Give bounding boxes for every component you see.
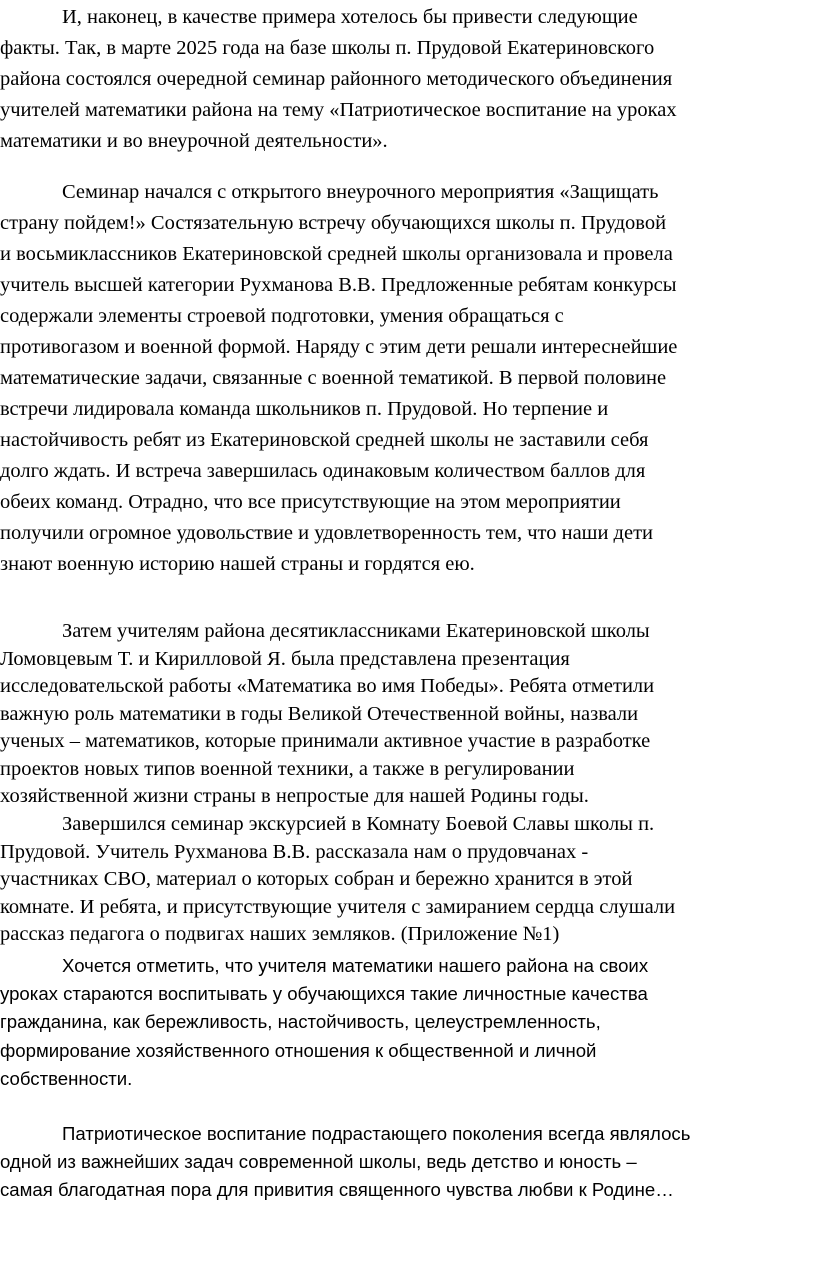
text-line: собственности. [0, 1067, 133, 1089]
paragraph-seminar-event [0, 177, 816, 580]
text-line: Завершился семинар экскурсией в Комнату Боевой Славы школы п. [62, 813, 655, 835]
text-line: самая благодатная пора для привития священного чувства любви к Родине… [0, 1179, 674, 1201]
text-line: учителей математики района на тему «Патриотическое воспитание на уроках [0, 99, 677, 121]
text-line: формирование хозяйственного отношения к общественной и личной [0, 1039, 597, 1061]
text-line: обеих команд. Отрадно, что все присутствующие на этом мероприятии [0, 491, 621, 513]
text-line: ученых – математиков, которые принимали активное участие в разработке [0, 730, 651, 752]
text-line: долго ждать. И встреча завершилась одинаковым количеством баллов для [0, 460, 646, 482]
text-line: встречи лидировала команда школьников п. Прудовой. Но терпение и [0, 398, 609, 420]
text-line: знают военную историю нашей страны и гордятся ею. [0, 553, 475, 575]
text-line: факты. Так, в марте 2025 года на базе школы п. Прудовой Екатериновского [0, 37, 655, 59]
paragraph-qualities [0, 952, 816, 1093]
text-line: района состоялся очередной семинар районного методического объединения [0, 68, 673, 90]
text-line: важную роль математики в годы Великой Отечественной войны, назвали [0, 702, 639, 725]
text-line: страну пойдем!» Состязательную встречу обучающихся школы п. Прудовой [0, 212, 667, 234]
paragraph-excursion [0, 811, 816, 949]
text-line: Ломовцевым Т. и Кирилловой Я. была представлена презентация [0, 647, 570, 670]
text-line: математические задачи, связанные с военной тематикой. В первой половине [0, 367, 667, 389]
text-line: Прудовой. Учитель Рухманова В.В. рассказала нам о прудовчанах - [0, 840, 589, 863]
text-line: математики и во внеурочной деятельности». [0, 130, 388, 152]
text-line: и восьмиклассников Екатериновской средней школы организовала и провела [0, 243, 673, 265]
text-line: одной из важнейших задач современной школы, ведь детство и юность – [0, 1151, 637, 1173]
text-line: Хочется отметить, что учителя математики нашего района на своих [62, 955, 649, 976]
text-line: хозяйственной жизни страны в непростые для нашей Родины годы. [0, 785, 589, 807]
paragraph-intro [0, 2, 816, 157]
text-line: содержали элементы строевой подготовки, умения обращаться с [0, 305, 564, 327]
text-line: Семинар начался с открытого внеурочного мероприятия «Защищать [62, 181, 659, 203]
text-line: настойчивость ребят из Екатериновской средней школы не заставили себя [0, 429, 649, 451]
paragraph-presentation [0, 618, 816, 811]
text-line: И, наконец, в качестве примера хотелось бы привести следующие [62, 6, 638, 28]
text-line: учитель высшей категории Рухманова В.В. Предложенные ребятам конкурсы [0, 274, 677, 296]
text-line: гражданина, как бережливость, настойчивость, целеустремленность, [0, 1011, 601, 1033]
text-line: получили огромное удовольствие и удовлетворенность тем, что наши дети [0, 522, 654, 544]
text-line: Патриотическое воспитание подрастающего поколения всегда являлось [62, 1123, 691, 1144]
paragraph-conclusion [0, 1120, 816, 1205]
text-line: рассказ педагога о подвигах наших земляков. (Приложение №1) [0, 923, 560, 945]
text-line: противогазом и военной формой. Наряду с этим дети решали интереснейшие [0, 336, 678, 358]
text-line: Затем учителям района десятиклассниками Екатериновской школы [62, 620, 650, 642]
text-line: комнате. И ребята, и присутствующие учителя с замиранием сердца слушали [0, 895, 676, 918]
text-line: проектов новых типов военной техники, а также в регулировании [0, 757, 575, 780]
text-line: уроках стараются воспитывать у обучающихся такие личностные качества [0, 983, 648, 1005]
text-line: участниках СВО, материал о которых собран и бережно хранится в этой [0, 868, 633, 890]
text-line: исследовательской работы «Математика во имя Победы». Ребята отметили [0, 675, 655, 697]
